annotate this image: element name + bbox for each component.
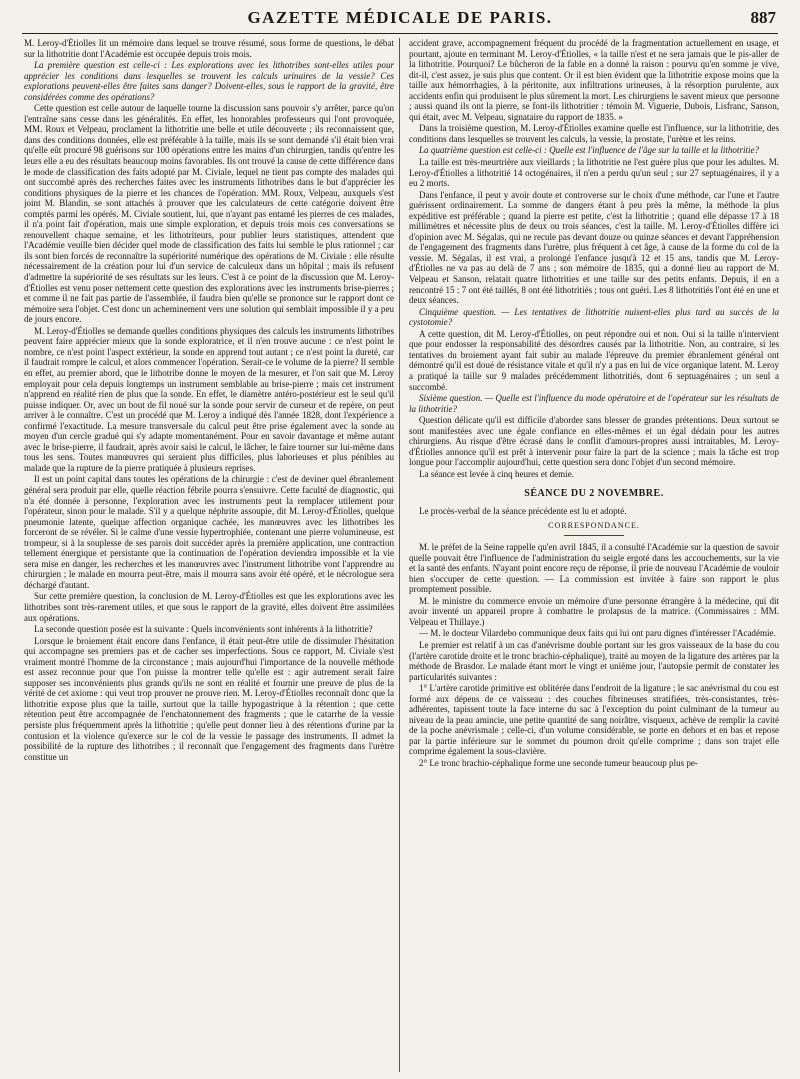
paragraph: M. le préfet de la Seine rappelle qu'en avril 1845, il a consulté l'Académie sur la question de savoir quelle pouvait être l'influence de l'administration du seigle ergoté dans les accouchements, sur la vie et la santé des enfants. N'ayant point encore reçu de réponse, il prie de nouveau l'Académie de vouloir bien s'occuper de cette question. — La commission est invitée à faire son rapport le plus promptement possible. xyxy=(409,542,779,595)
paragraph: 2° Le tronc brachio-céphalique forme une seconde tumeur beaucoup plus pe- xyxy=(419,758,698,768)
column-divider xyxy=(399,38,400,1072)
paragraph: — M. le docteur Vilardebo communique deux faits qui lui ont paru dignes d'intéresser l'Académie. xyxy=(419,628,776,639)
paragraph: 1° L'artère carotide primitive est oblitérée dans l'endroit de la ligature ; le sac anévrismal du cou est formé aux dépens de ce vaisseau : des couches fibrineuses stratifiées, très-consistantes, très-adhérentes, tapissent toute la face interne du sac à l'exception du point culminant de la tumeur au niveau de la peau amincie, une petite quantité de sang noirâtre, visqueux, achève de remplir la cavité de la poche anévrismale ; celle-ci, d'un volume considérable, se porte en dehors et en bas et repose par la partie inférieure sur le sommet du poumon droit qu'elle comprime ; dans son trajet elle comprime également la sous-clavière. xyxy=(409,683,779,757)
minutes-line: Le procès-verbal de la séance précédente est lu et adopté. xyxy=(419,505,627,516)
sub-title: CORRESPONDANCE. xyxy=(548,520,640,530)
paragraph: M. Leroy-d'Étiolles se demande quelles conditions physiques des calculs les instruments lithotribes peuvent faire apprécier mieux que la sonde exploratrice, et il n'en trouve aucune : ce n'est point le nombre, ce n'est point l'aspect extérieur, la sonde en apprend tout autant ; ce n'est point la dureté, car il faudrait rompre le calcul, et alors commencer l'opération. Serait-ce le volume de la pierre? Il semble en effet, au premier abord, que le lithotribe donne le moyen de la mesurer, et l'on sait que M. Leroy employait pour cela depuis longtemps un instrument semblable au brise-pierre ; mais cet instrument n'apprend en réalité rien de plus que la sonde. En effet, le diamètre antéro-postérieur est le seul qu'il puisse indiquer. Or, avec un bout de fil noué sur la sonde pour servir de curseur et de repère, on peut arriver à le connaître. C'est un procédé que M. Leroy a indiqué dès l'année 1828, dont l'expérience a confirmé l'exactitude. La mesure transversale du calcul peut être prise également avec la sonde au moyen d'un cercle gradué qui s'y adapte momentanément. Pour en savoir davantage et même autant avec le brise-pierre, il faudrait, après avoir saisi le calcul, le lâcher, le faire tourner sur lui-même dans tous les sens. Toutes manœuvres qui seraient plus difficiles, plus laborieuses et plus pénibles au malade que la rupture de la pierre pratiquée à plusieurs reprises. xyxy=(24,325,394,473)
paragraph: M. Leroy-d'Étiolles lit un mémoire dans lequel se trouve résumé, sous forme de questions, le débat sur la lithotritie dont l'Académie est occupée depuis trois mois. xyxy=(24,38,394,59)
paragraph: Question délicate qu'il est difficile d'aborder sans blesser de grandes prétentions. Deux surtout se sont manifestées avec une égale confiance en elles-mêmes et un égal dédain pour les autres chirurgiens. Au risque d'être écrasé dans le conflit d'amours-propres aussi intraitables, M. Leroy-d'Étiolles annonce qu'il est prêt à intervenir pour faire la part de la science ; mais la tâche est trop longue pour l'accomplir aujourd'hui, cette question sera donc l'objet d'un second mémoire. xyxy=(409,415,779,468)
paragraph: accident grave, accompagnement fréquent du procédé de la fragmentation actuellement en usage, et pourtant, ajoute en terminant M. Leroy-d'Étiolles, « la taille n'est et ne sera jamais que le pis-aller de la lithotritie. Pourquoi? Le bûcheron de la fable en a donné la raison : pourvu qu'en somme je vive, dit-il, c'est assez, je suis plus que content. Or il est bien évident que la lithotritie expose moins que la taille aux hémorrhagies, à la péritonite, aux infiltrations urineuses, à la résorption purulente, aux accidents enfin qui produisent le plus sûrement la mort. Les chirurgiens le savent mieux que personne ; aussi quand ils ont la pierre, se font-ils lithotritier : témoin M. Viguerie, Dubois, Lisfranc, Sanson, qui était, avec M. Velpeau, signataire du rapport de 1835. » xyxy=(409,38,779,122)
running-title: GAZETTE MÉDICALE DE PARIS. xyxy=(247,8,553,27)
page-number: 887 xyxy=(750,8,776,27)
paragraph: Cinquième question. — Les tentatives de lithotritie nuisent-elles plus tard au succès de la cystotomie? xyxy=(409,306,779,328)
paragraph: Il est un point capital dans toutes les opérations de la chirurgie : c'est de deviner quel ébranlement général sera produit par elle, quelle réaction fébrile pourra s'ensuivre. Cette faculté de diagnostic, qui n'a été donnée à personne, l'exploration avec les instruments peut la remplacer utilement pour l'opérateur, sinon pour le malade. S'il y a quelque néphrite assoupie, dit M. Leroy-d'Étiolles, quelque pneumonie latente, quelque affection organique cachée, les manœuvres avec les lithotribes les forceront de se révéler. Si le calme d'une vessie hypertrophiée, contenant une pierre volumineuse, est trompeur, si à la souplesse de ses parois doit succéder après la première application, une contraction tellement énergique et persistante que la continuation de l'opération deviendra impossible et la vie sera mise en danger, les recherches et les manœuvres avec l'instrument lithotribe vont l'apprendre au chirurgien ; le malade en mourra peut-être, mais il mourra sans avoir été opéré, et le nécrologue sera déchargé d'autant. xyxy=(24,474,394,590)
page-header xyxy=(22,8,778,34)
paragraph: La première question est celle-ci : Les explorations avec les lithotribes sont-elles utiles pour apprécier les conditions dans lesquelles se trouvent les calculs urinaires de la vessie? Ces explorations peuvent-elles être faites sans danger? Doivent-elles, sous le rapport de la gravité, être considérées comme des opérations? xyxy=(24,60,394,102)
paragraph: Cette question est celle autour de laquelle tourne la discussion sans pouvoir s'y arrêter, parce qu'on l'entraîne sans cesse dans les généralités. En effet, les honorables professeurs qui l'ont provoquée, MM. Roux et Velpeau, proclament la lithotritie une belle et utile découverte ; ils reconnaissent que, dans des conditions données, elle est préférable à la taille, mais ils se sont demandé s'il était bien vrai qu'elle eût procuré 98 guérisons sur 100 opérations entre les mains d'un chirurgien, tandis qu'entre les leurs elle a eu des résultats beaucoup moins favorables. Ils ont trouvé la cause de cette différence dans le mode de classification des faits adopté par M. Civiale, lequel ne tient pas compte des malades qui ont succombé après des recherches faites avec les instruments lithotribes dans le but d'apprécier les conditions physiques de la pierre et les chances de l'opération. MM. Roux, Velpeau, auxquels s'est joint M. Blandin, se sont attachés à prouver que les calculateurs de cette catégorie doivent être comptés parmi les opérés. M. Civiale soutient, lui, que n'ayant pas entamé les pierres de ces malades, il n'a point fait d'opération, mais une simple exploration, et depuis trois mois ces conversations se renouvellent chaque semaine, et les lithotriteurs, pour publier leurs statistiques, attendent que l'Académie veuille bien décider quel mode de classification des faits lui semble le plus rationnel ; car ils sont bien forcés de reconnaître la supériorité numérique des opérations de M. Civiale : elle résulte nécessairement de la création pour lui d'un service de calculeux dans un hôpital ; mais ils refusent d'admettre la supériorité de ses résultats sur les leurs. C'est à ce point de la discussion que M. Leroy-d'Étiolles est venu poser nettement cette question des explorations avec les instruments brise-pierres ; et comme il ne fait pas partie de l'assemblée, il faudra bien qu'elle se prononce sur le rapport dont ce mémoire sera l'objet. C'est donc un acheminement vers une solution qui semblait impossible il y a peu de jours encore. xyxy=(24,103,394,325)
left-column xyxy=(24,38,394,1074)
section-title: SÉANCE DU 2 NOVEMBRE. xyxy=(524,488,664,500)
header-rule xyxy=(22,33,778,34)
paragraph: Dans l'enfance, il peut y avoir doute et controverse sur le choix d'une méthode, car l'une et l'autre guérissent ordinairement. La somme de dangers étant à peu près la même, la méthode la plus expéditive est préférable ; quand la pierre est petite, c'est la lithotritie ; quand elle dépasse 17 à 18 millimètres et nécessite plus de deux ou trois séances, c'est la taille. M. Leroy-d'Étiolles diffère ici d'opinion avec M. Ségalas, qui ne recule pas devant douze ou quinze séances et devant l'appréhension de l'engagement des fragments dans l'urètre, plus fréquent à cet âge, à cause de la forme du col de la vessie. M. Ségalas, il est vrai, a prolongé l'enfance jusqu'à 12 et 15 ans, tandis que M. Leroy-d'Étiolles ne va pas au delà de 7 ans ; son mémoire de 1835, qui a donné lieu au rapport de M. Velpeau et Sanson, relatait quatre lithotrities et une taille sur des petits enfants. Depuis, il en a rencontré 15 : 7 ont été taillés, 8 ont été lithotritiés ; tous ont guéri. Les 8 lithotritiés l'ont été en une et deux séances. xyxy=(409,189,779,306)
paragraph: Sur cette première question, la conclusion de M. Leroy-d'Étiolles est que les explorations avec les lithotribes sont très-rarement utiles, et que sous le rapport de la gravité, elles doivent être assimilées aux opérations. xyxy=(24,591,394,623)
right-column xyxy=(409,38,779,1074)
paragraph: Dans la troisième question, M. Leroy-d'Étiolles examine quelle est l'influence, sur la lithotritie, des conditions dans lesquelles se trouvent les calculs, la vessie, la prostate, l'urètre et les reins. xyxy=(409,123,779,144)
paragraph: Sixième question. — Quelle est l'influence du mode opératoire et de l'opérateur sur les résultats de la lithotritie? xyxy=(409,393,779,414)
paragraph: La seconde question posée est la suivante : Quels inconvénients sont inhérents à la lithotritie? xyxy=(34,624,373,635)
paragraph: Lorsque le broiement était encore dans l'enfance, il était peut-être utile de dissimuler l'hésitation qui accompagne ses premiers pas et de cacher ses imperfections. Sous ce rapport, M. Civiale s'est vraiment montré l'homme de la circonstance ; mais aujourd'hui l'importance de la nouvelle méthode est assez reconnue pour que l'on puisse la montrer telle qu'elle est : agir autrement serait faire supposer ses inconvénients plus grands qu'ils ne sont en réalité et fournir une preuve de plus de la vérité de cet axiome : qui veut trop prouver ne prouve rien. M. Leroy-d'Étiolles reconnaît donc que la lithotritie expose plus que la taille, surtout que la taille hypogastrique à la rétention ; que cette rétention peut être accompagnée de l'enchatonnement des fragments ; que le catarrhe de la vessie persiste plus fréquemment après la lithotritie ; qu'elle peut donner lieu à des rétentions d'urine par la contusion et la violence qu'exerce sur le col de la vessie le passage des instruments. Il admet la possibilité de la rupture des lithotribes ; il reconnaît que l'engagement des fragments dans l'urètre constitue un xyxy=(24,635,394,762)
paragraph: A cette question, dit M. Leroy-d'Étiolles, on peut répondre oui et non. Oui si la taille n'intervient que pour endosser la responsabilité des désordres causés par la lithotritie. Non, au contraire, si les tentatives du broiement ayant fait subir au malade l'épreuve du premier ébranlement général ont démontré qu'il est doué de résistance vitale et qu'il n'y a pas en lui de vice organique latent. M. Leroy a pratiqué la taille sur 9 malades précédemment lithotritiés, dont 6 septuagénaires ; un seul a succombé. xyxy=(409,328,779,392)
paragraph: La quatrième question est celle-ci : Quelle est l'influence de l'âge sur la taille et la lithotritie? xyxy=(419,145,760,156)
paragraph: La taille est très-meurtrière aux vieillards ; la lithotritie ne l'est guère plus que pour les adultes. M. Leroy-d'Étiolles a lithotritié 14 octogénaires, il n'en a perdu qu'un seul ; sur 27 septuagénaires, il y a eu 2 morts. xyxy=(409,157,779,189)
paragraph: La séance est levée à cinq heures et demie. xyxy=(419,468,574,479)
paragraph: Le premier est relatif à un cas d'anévrisme double portant sur les gros vaisseaux de la base du cou (l'artère carotide droite et le tronc brachio-céphalique), traité au moyen de la ligature des artères par la méthode de Brasdor. Le malade étant mort le vingt et unième jour, l'autopsie permit de constater les particularités suivantes : xyxy=(409,639,779,682)
sub-title-rule xyxy=(564,535,624,536)
paragraph: M. le ministre du commerce envoie un mémoire d'une personne étrangère à la médecine, qui dit avoir inventé un appareil propre à combattre le prolapsus de la matrice. (Commissaires : MM. Velpeau et Thillaye.) xyxy=(409,595,779,627)
